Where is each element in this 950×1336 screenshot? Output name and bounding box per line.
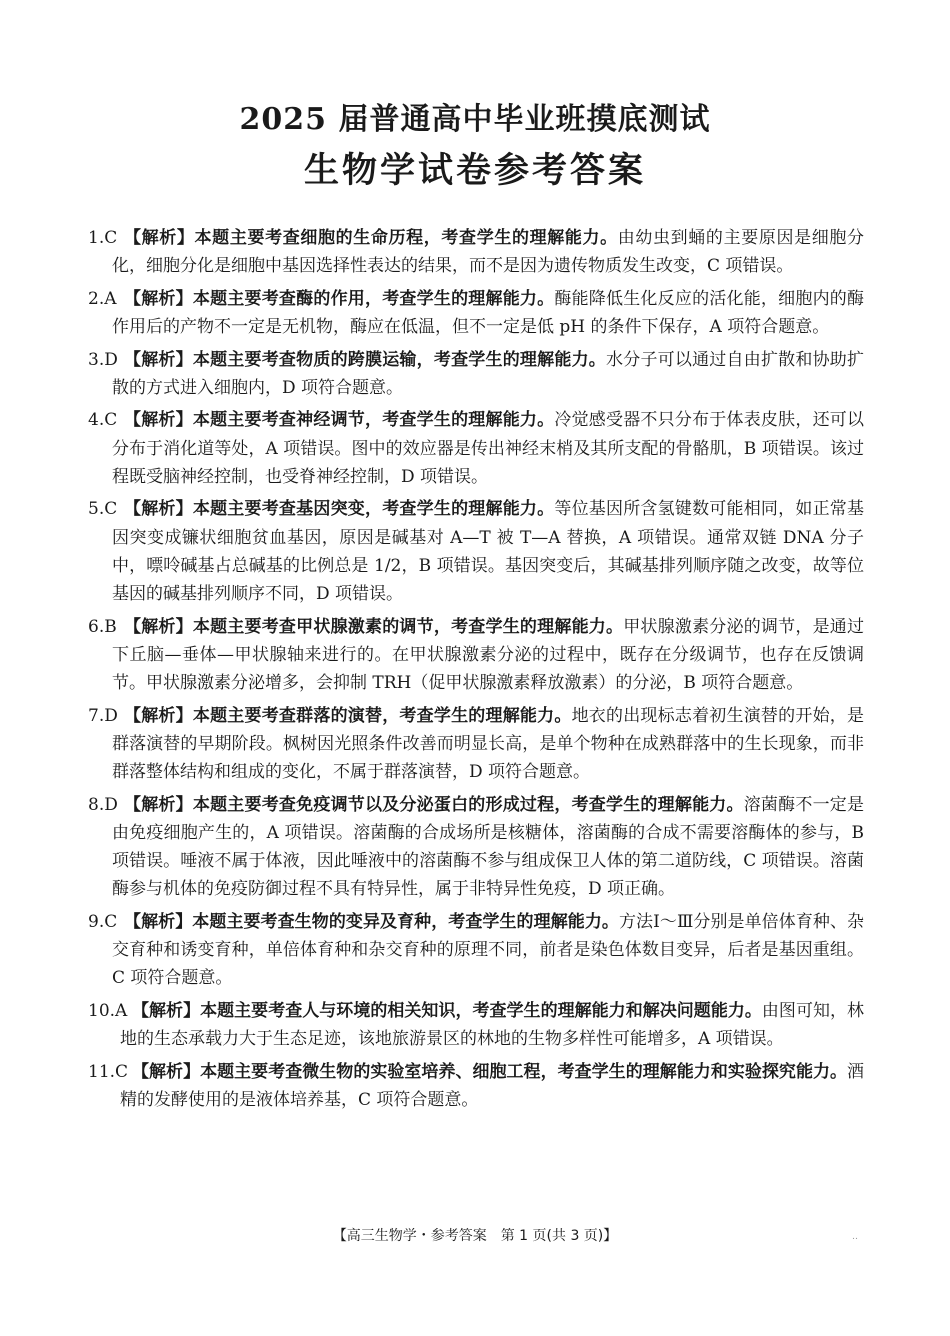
- page-footer: 【高三生物学・参考答案 第 1 页(共 3 页)】: [332, 1228, 618, 1244]
- explanation-text: 由图可知，林地的生态承载力大于生态足迹，该地旅游景区的林地的生物多样性可能增多，A 项错误。: [120, 1000, 865, 1049]
- explanation-text: 地衣的出现标志着初生演替的开始，是群落演替的早期阶段。枫树因光照条件改善而明显长高，是单个物种在成熟群落中的生长现象，而非群落整体结构和组成的变化，不属于群落演替，D 项符合题意。: [112, 705, 865, 782]
- answer-key: C: [104, 499, 118, 520]
- answer-item-10: [88, 997, 864, 1053]
- question-number: 8.D: [88, 794, 118, 815]
- answer-item-11: [88, 1058, 864, 1114]
- answer-key: D: [104, 705, 118, 726]
- answer-item-4: [88, 406, 864, 491]
- analysis-tag: 【解析】: [124, 616, 193, 637]
- answer-key: C: [115, 1061, 129, 1082]
- topic-text: 本题主要考查免疫调节以及分泌蛋白的形成过程，考查学生的理解能力。: [192, 794, 744, 815]
- topic-text: 本题主要考查甲状腺激素的调节，考查学生的理解能力。: [192, 616, 624, 637]
- question-number: 11.C: [88, 1061, 129, 1082]
- answer-key: A: [115, 1000, 128, 1021]
- analysis-tag: 【解析】: [124, 794, 193, 815]
- answer-key: C: [104, 228, 118, 248]
- analysis-tag: 【解析】: [124, 911, 193, 932]
- topic-text: 本题主要考查酶的作用，考查学生的理解能力。: [192, 288, 555, 309]
- explanation-text: 由幼虫到蛹的主要原因是细胞分化，细胞分化是细胞中基因选择性表达的结果，而不是因为遗传物质发生改变，C 项错误。: [112, 228, 865, 277]
- analysis-tag: 【解析】: [132, 1061, 201, 1082]
- answer-item-8: [88, 791, 864, 904]
- answer-item-1: [88, 224, 864, 280]
- answer-key-title: 生物学试卷参考答案: [303, 150, 646, 191]
- question-number: 2.A: [88, 288, 117, 309]
- answer-list: [88, 224, 864, 1118]
- answer-item-7: [88, 702, 864, 787]
- answer-item-6: [88, 613, 864, 698]
- analysis-tag: 【解析】: [132, 1000, 201, 1021]
- question-number: 6.B: [88, 616, 117, 637]
- analysis-tag: 【解析】: [124, 349, 193, 370]
- answer-item-3: [88, 346, 864, 402]
- answer-key: D: [104, 794, 118, 815]
- explanation-text: 水分子可以通过自由扩散和协助扩散的方式进入细胞内，D 项符合题意。: [112, 349, 865, 398]
- question-number: 5.C: [88, 499, 118, 520]
- answer-item-2: [88, 285, 864, 341]
- question-number: 4.C: [88, 410, 118, 431]
- analysis-tag: 【解析】: [124, 499, 193, 520]
- topic-text: 本题主要考查神经调节，考查学生的理解能力。: [192, 410, 555, 431]
- answer-key: C: [104, 410, 118, 431]
- explanation-text: 酶能降低生化反应的活化能，细胞内的酶作用后的产物不一定是无机物，酶应在低温，但不一定是低 pH 的条件下保存，A 项符合题意。: [112, 288, 865, 337]
- analysis-tag: 【解析】: [124, 288, 193, 309]
- question-number: 10.A: [88, 1000, 128, 1021]
- analysis-tag: 【解析】: [124, 705, 193, 726]
- question-number: 3.D: [88, 349, 118, 370]
- answer-item-9: [88, 908, 864, 993]
- explanation-text: 甲状腺激素分泌的调节，是通过下丘脑—垂体—甲状腺轴来进行的。在甲状腺激素分泌的过程中，既存在分级调节，也存在反馈调节。甲状腺激素分泌增多，会抑制 TRH（促甲状腺激素释放激素）的分泌，B 项符合题意。: [112, 616, 865, 693]
- topic-text: 本题主要考查物质的跨膜运输，考查学生的理解能力。: [192, 349, 607, 370]
- question-number: 7.D: [88, 705, 118, 726]
- explanation-text: 冷觉感受器不只分布于体表皮肤，还可以分布于消化道等处，A 项错误。图中的效应器是传出神经末梢及其所支配的骨骼肌，B 项错误。该过程既受脑神经控制，也受脊神经控制，D 项错误。: [112, 410, 865, 487]
- question-number: 9.C: [88, 911, 118, 932]
- topic-text: 本题主要考查基因突变，考查学生的理解能力。: [192, 499, 555, 520]
- topic-text: 本题主要考查群落的演替，考查学生的理解能力。: [192, 705, 572, 726]
- explanation-text: 方法Ⅰ～Ⅲ分别是单倍体育种、杂交育种和诱变育种，单倍体育种和杂交育种的原理不同，前者是染色体数目变异，后者是基因重组。C 项符合题意。: [112, 911, 865, 989]
- exam-title: 2025 届普通高中毕业班摸底测试: [239, 102, 711, 137]
- scan-mark: ‥: [852, 1232, 859, 1242]
- answer-key: C: [104, 911, 118, 932]
- topic-text: 本题主要考查细胞的生命历程，考查学生的理解能力。: [194, 228, 618, 248]
- answer-key: B: [104, 616, 117, 637]
- answer-key: A: [104, 288, 117, 309]
- topic-text: 本题主要考查微生物的实验室培养、细胞工程，考查学生的理解能力和实验探究能力。: [200, 1061, 848, 1082]
- analysis-tag: 【解析】: [124, 228, 195, 248]
- explanation-text: 酒精的发酵使用的是液体培养基，C 项符合题意。: [120, 1061, 865, 1110]
- analysis-tag: 【解析】: [124, 410, 193, 431]
- explanation-text: 等位基因所含氢键数可能相同，如正常基因突变成镰状细胞贫血基因，原因是碱基对 A—T 被 T—A 替换，A 项错误。通常双链 DNA 分子中，嘌呤碱基占总碱基的比例总是 1/2，B 项错误。基因突变后，其碱基排列顺序随之改变，故等位基因的碱基排列顺序不同，D 项错误。: [112, 499, 865, 604]
- answer-key: D: [104, 349, 118, 370]
- explanation-text: 溶菌酶不一定是由免疫细胞产生的，A 项错误。溶菌酶的合成场所是核糖体，溶菌酶的合成不需要溶酶体的参与，B 项错误。唾液不属于体液，因此唾液中的溶菌酶不参与组成保卫人体的第二道防线，C 项错误。溶菌酶参与机体的免疫防御过程不具有特异性，属于非特异性免疫，D 项正确。: [112, 794, 865, 900]
- question-number: 1.C: [88, 228, 118, 248]
- topic-text: 本题主要考查人与环境的相关知识，考查学生的理解能力和解决问题能力。: [200, 1000, 762, 1021]
- answer-item-5: [88, 495, 864, 608]
- topic-text: 本题主要考查生物的变异及育种，考查学生的理解能力。: [192, 911, 619, 932]
